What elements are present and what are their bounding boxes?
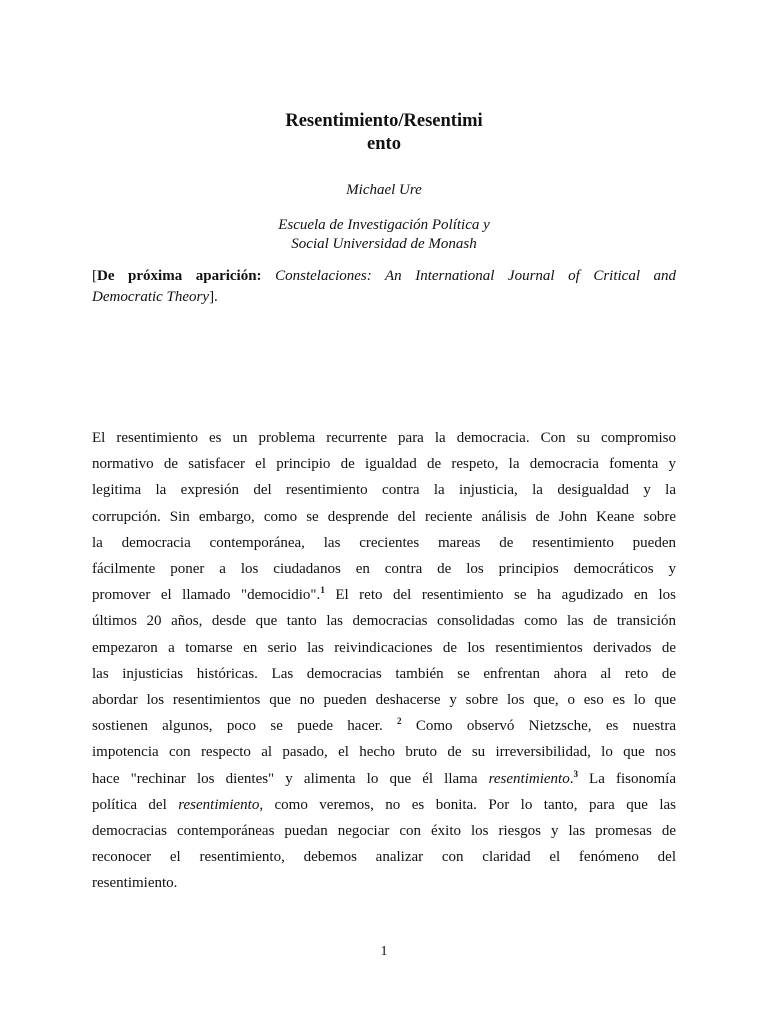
- title-line-2: ento: [367, 134, 401, 154]
- affiliation-line-1: Escuela de Investigación Política y: [278, 217, 490, 233]
- body-line: [92, 792, 676, 818]
- body-text: hace "rechinar los dientes" y alimenta lo que él llama: [92, 770, 489, 787]
- footnote-ref-2[interactable]: 2: [397, 716, 402, 727]
- body-paragraph: [92, 425, 676, 897]
- body-line: El resentimiento es un problema recurrente para la democracia. Con su compromiso: [92, 430, 676, 446]
- body-text: El reto del resentimiento se ha agudizado en los: [324, 587, 676, 604]
- body-line: fácilmente poner a los ciudadanos en contra de los principios democráticos y: [92, 561, 676, 578]
- body-line: normativo de satisfacer el principio de igualdad de respeto, la democracia fomenta y: [92, 456, 676, 473]
- forthcoming-note: [92, 266, 676, 308]
- body-text: La fisonomía: [577, 770, 676, 787]
- body-line: [92, 713, 676, 739]
- body-line: abordar los resentimientos que no pueden deshacerse y sobre los que, o eso es lo que: [92, 692, 676, 709]
- body-line: reconocer el resentimiento, debemos analizar con claridad el fenómeno del: [92, 849, 676, 866]
- forthcoming-label: De próxima aparición:: [97, 268, 262, 284]
- body-line: la democracia contemporánea, las crecientes mareas de resentimiento pueden: [92, 534, 676, 551]
- author-affiliation: [0, 216, 768, 254]
- body-line: resentimiento.: [92, 875, 178, 892]
- author-name: Michael Ure: [346, 182, 422, 198]
- body-line: las injusticias históricas. Las democracias también se enfrentan ahora al reto de: [92, 665, 676, 682]
- body-line: [92, 766, 676, 792]
- body-line: legitima la expresión del resentimiento contra la injusticia, la desigualdad y la: [92, 482, 676, 499]
- body-text: promover el llamado "democidio".: [92, 587, 321, 604]
- title-line-1: Resentimiento/Resentimi: [285, 111, 483, 131]
- emphasis-resentimiento: resentimiento: [488, 770, 570, 787]
- body-line: empezaron a tomarse en serio las reivindicaciones de los resentimientos derivados de: [92, 639, 676, 656]
- body-text: sostienen algunos, poco se puede hacer.: [92, 718, 398, 735]
- footnote-ref-1[interactable]: 1: [320, 585, 325, 596]
- body-line: impotencia con respecto al pasado, el hecho bruto de su irreversibilidad, lo que nos: [92, 744, 676, 761]
- body-text: Como observó Nietzsche, es nuestra: [401, 718, 676, 735]
- body-line: corrupción. Sin embargo, como se desprende del reciente análisis de John Keane sobre: [92, 508, 676, 525]
- journal-name-line-2: Democratic Theory: [92, 289, 210, 305]
- document-title: [0, 110, 768, 156]
- open-bracket: [: [92, 268, 97, 284]
- body-text: política del: [92, 796, 179, 813]
- page-number: 1: [380, 944, 388, 959]
- body-line: democracias contemporáneas puedan negociar con éxito los riesgos y las promesas de: [92, 823, 676, 840]
- forthcoming-line-1: [92, 266, 676, 287]
- body-line: últimos 20 años, desde que tanto las democracias consolidadas como las de transición: [92, 613, 676, 630]
- footnote-ref-3[interactable]: 3: [573, 768, 578, 779]
- body-line: [92, 582, 676, 608]
- affiliation-line-2: Social Universidad de Monash: [291, 236, 477, 252]
- body-text: , como veremos, no es bonita. Por lo tanto, para que las: [259, 796, 676, 813]
- emphasis-resentimiento: resentimiento: [178, 796, 260, 813]
- close-bracket: ].: [209, 289, 218, 305]
- body-text: .: [569, 770, 574, 787]
- forthcoming-line-2: [92, 287, 676, 308]
- journal-name-line-1: Constelaciones: An International Journal of Critical and: [275, 268, 676, 284]
